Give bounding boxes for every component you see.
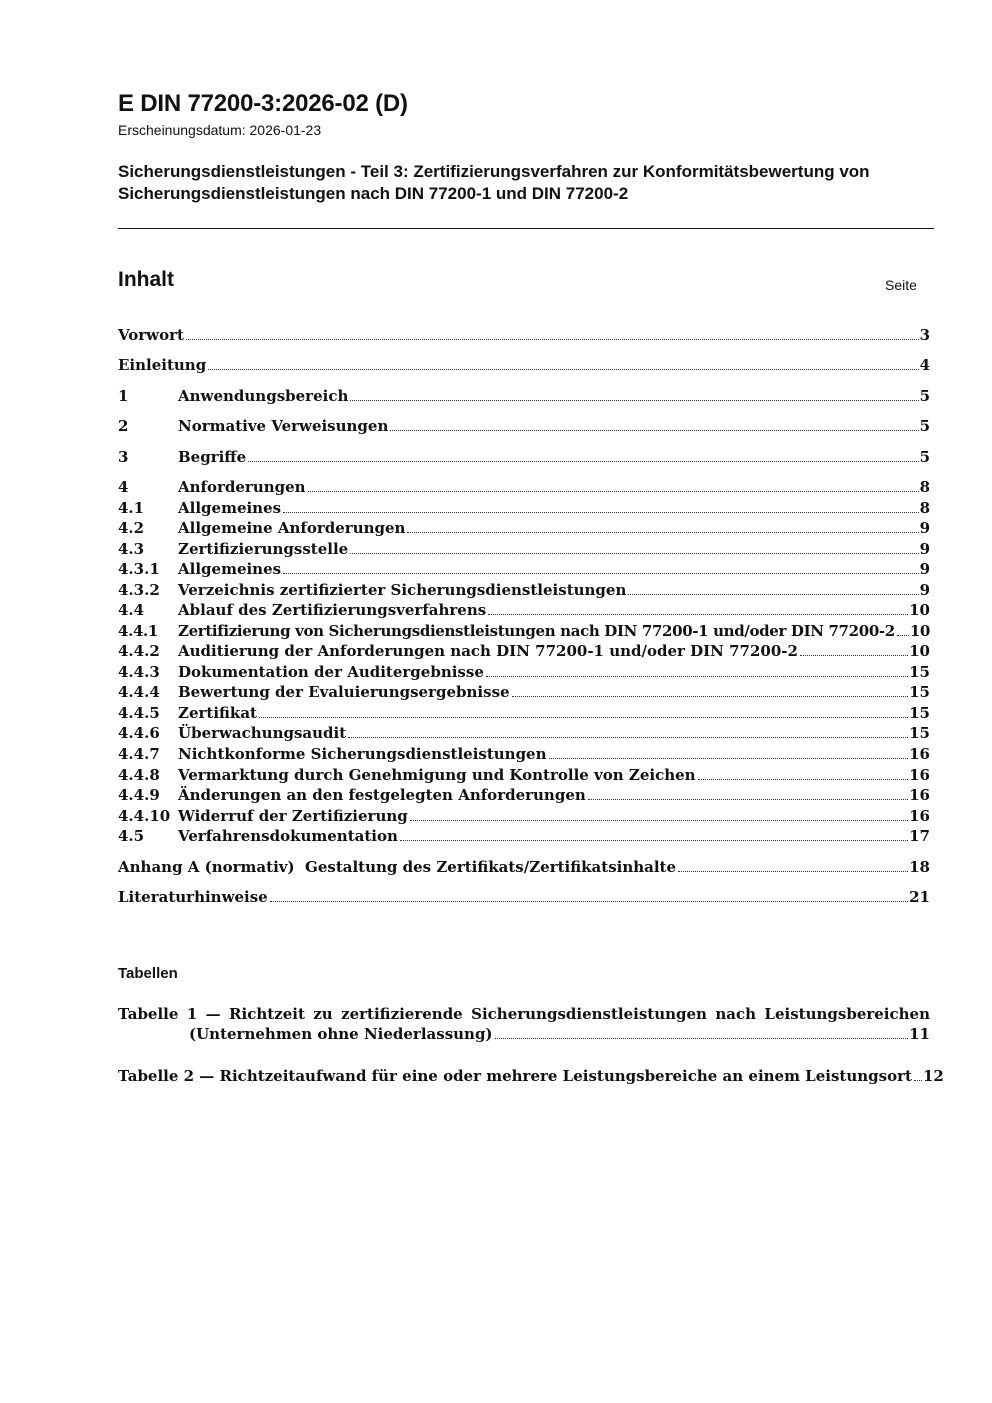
table-entry-1[interactable] [118, 1004, 930, 1044]
toc-entry-page: 9 [919, 540, 930, 558]
toc-entry-page: 5 [919, 387, 930, 405]
toc-leader [549, 758, 909, 759]
toc-entry-title: Ablauf des Zertifizierungsverfahrens [178, 601, 487, 619]
toc-entry-2[interactable] [118, 417, 930, 435]
toc-entry-number: 4.2 [118, 519, 145, 537]
toc-entry-number: 4.4.4 [118, 683, 160, 701]
toc-leader [348, 737, 908, 738]
toc-entry-title: Widerruf der Zertifizierung [178, 807, 408, 825]
toc-entry-4-4-6[interactable] [118, 724, 930, 742]
toc-leader [270, 901, 908, 902]
toc-leader [897, 635, 909, 636]
toc-entry-number: 3 [118, 448, 129, 466]
toc-leader [914, 1080, 922, 1081]
toc-entry-page: 10 [909, 601, 930, 619]
toc-leader [259, 717, 908, 718]
toc-entry-title: Verfahrensdokumentation [178, 827, 398, 845]
toc-entry-einleitung[interactable] [118, 356, 930, 374]
toc-leader [698, 779, 909, 780]
toc-leader [283, 573, 918, 574]
table-entry-2[interactable] [118, 1066, 944, 1086]
toc-entry-4-4-4[interactable] [118, 683, 930, 701]
toc-entry-title: Auditierung der Anforderungen nach DIN 77200-1 und/oder DIN 77200-2 [178, 642, 798, 660]
table-entry-title: Tabelle 2 — Richtzeitaufwand für eine oder mehrere Leistungsbereiche an einem Leistungsort [118, 1067, 912, 1085]
tables-heading: Tabellen [118, 965, 178, 982]
toc-entry-page: 10 [909, 622, 930, 640]
toc-entry-number: 4.3 [118, 540, 145, 558]
toc-entry-number: 4.5 [118, 827, 145, 845]
toc-leader [350, 400, 918, 401]
toc-entry-title: Zertifizierungsstelle [178, 540, 349, 558]
toc-entry-title: Änderungen an den festgelegten Anforderungen [178, 786, 586, 804]
toc-entry-page: 16 [909, 807, 930, 825]
toc-entry-page: 10 [909, 642, 930, 660]
toc-entry-page: 4 [919, 356, 930, 374]
toc-entry-page: 15 [909, 663, 930, 681]
toc-entry-page: 17 [909, 827, 930, 845]
toc-entry-anhang-a[interactable] [118, 858, 930, 876]
toc-entry-4-2[interactable] [118, 519, 930, 537]
toc-entry-4-4-2[interactable] [118, 642, 930, 660]
toc-entry-page: 9 [919, 581, 930, 599]
toc-entry-title: Allgemeines [178, 499, 282, 517]
toc-entry-title: Anhang A (normativ) Gestaltung des Zertifikats/Zertifikatsinhalte [118, 858, 677, 876]
toc-entry-page: 15 [909, 683, 930, 701]
toc-entry-page: 15 [909, 704, 930, 722]
toc-entry-4-4-10[interactable] [118, 807, 930, 825]
toc-leader [512, 696, 909, 697]
toc-leader [283, 512, 918, 513]
toc-leader [390, 430, 918, 431]
toc-entry-title: Normative Verweisungen [178, 417, 389, 435]
toc-entry-title: Vorwort [118, 326, 184, 344]
toc-leader [407, 532, 918, 533]
toc-entry-4-4-5[interactable] [118, 704, 930, 722]
toc-leader [588, 799, 908, 800]
toc-entry-number: 4.4.10 [118, 807, 171, 825]
toc-entry-title: Allgemeines [178, 560, 282, 578]
toc-leader [486, 676, 908, 677]
toc-entry-page: 16 [909, 786, 930, 804]
toc-leader [628, 594, 918, 595]
toc-entry-page: 9 [919, 560, 930, 578]
page-column-label: Seite [885, 277, 917, 293]
toc-leader [678, 871, 908, 872]
toc-entry-number: 4.4.8 [118, 766, 160, 784]
toc-entry-4-4[interactable] [118, 601, 930, 619]
toc-entry-4-1[interactable] [118, 499, 930, 517]
toc-entry-title: Zertifikat [178, 704, 257, 722]
toc-entry-page: 9 [919, 519, 930, 537]
toc-leader [186, 339, 919, 340]
toc-entry-number: 4.4.3 [118, 663, 160, 681]
toc-leader [410, 820, 908, 821]
table-entry-title-cont: (Unternehmen ohne Niederlassung) [189, 1025, 493, 1043]
toc-entry-title: Begriffe [178, 448, 247, 466]
toc-entry-3[interactable] [118, 448, 930, 466]
toc-entry-number: 4.4.6 [118, 724, 160, 742]
toc-entry-page: 16 [909, 766, 930, 784]
toc-entry-title: Nichtkonforme Sicherungsdienstleistungen [178, 745, 547, 763]
toc-entry-number: 4.3.1 [118, 560, 160, 578]
toc-entry-number: 4.3.2 [118, 581, 160, 599]
toc-entry-page: 15 [909, 724, 930, 742]
toc-entry-title: Überwachungsaudit [178, 724, 347, 742]
toc-entry-page: 5 [919, 417, 930, 435]
toc-entry-page: 18 [909, 858, 930, 876]
toc-entry-title: Einleitung [118, 356, 207, 374]
toc-entry-number: 4.4.9 [118, 786, 160, 804]
toc-leader [208, 369, 918, 370]
toc-entry-number: 4.4.2 [118, 642, 160, 660]
toc-leader [308, 491, 919, 492]
toc-entry-title: Bewertung der Evaluierungsergebnisse [178, 683, 510, 701]
toc-entry-number: 4.1 [118, 499, 145, 517]
toc-entry-page: 5 [919, 448, 930, 466]
toc-heading: Inhalt [118, 268, 174, 291]
table-entry-title: Tabelle 1 — Richtzeit zu zertifizierende Sicherungsdienstleistungen nach Leistungsbereichen [118, 1005, 930, 1023]
document-title: Sicherungsdienstleistungen - Teil 3: Zertifizierungsverfahren zur Konformitätsbewertung von Sicherungsdienstleistungen nach DIN 77200-1 und DIN 77200-2 [118, 162, 870, 203]
toc-entry-title: Allgemeine Anforderungen [178, 519, 406, 537]
toc-entry-number: 4 [118, 478, 129, 496]
toc-entry-title: Anforderungen [178, 478, 306, 496]
toc-entry-title: Verzeichnis zertifizierter Sicherungsdienstleistungen [178, 581, 627, 599]
publication-date: Erscheinungsdatum: 2026-01-23 [118, 122, 322, 138]
toc-leader [248, 461, 918, 462]
toc-entry-vorwort[interactable] [118, 326, 930, 344]
toc-entry-4-3-1[interactable] [118, 560, 930, 578]
toc-entry-page: 3 [919, 326, 930, 344]
toc-entry-page: 16 [909, 745, 930, 763]
toc-entry-4[interactable] [118, 478, 930, 496]
toc-entry-4-3-2[interactable] [118, 581, 930, 599]
toc-leader [350, 553, 918, 554]
toc-leader [400, 840, 908, 841]
toc-entry-title: Literaturhinweise [118, 888, 268, 906]
toc-entry-title: Dokumentation der Auditergebnisse [178, 663, 484, 681]
toc-leader [488, 614, 908, 615]
table-entry-page: 11 [909, 1025, 930, 1043]
toc-entry-4-3[interactable] [118, 540, 930, 558]
table-entry-page: 12 [922, 1067, 944, 1085]
toc-entry-number: 4.4.1 [118, 622, 159, 640]
toc-entry-number: 4.4.5 [118, 704, 160, 722]
toc-entry-4-4-1[interactable] [118, 622, 930, 640]
title-divider [118, 228, 934, 229]
toc-leader [800, 655, 908, 656]
toc-entry-1[interactable] [118, 387, 930, 405]
toc-entry-4-4-8[interactable] [118, 766, 930, 784]
toc-entry-4-4-3[interactable] [118, 663, 930, 681]
toc-entry-4-4-9[interactable] [118, 786, 930, 804]
toc-entry-number: 4.4.7 [118, 745, 160, 763]
toc-entry-page: 8 [919, 499, 930, 517]
toc-entry-4-4-7[interactable] [118, 745, 930, 763]
toc-entry-4-5[interactable] [118, 827, 930, 845]
toc-entry-number: 2 [118, 417, 129, 435]
toc-entry-title: Vermarktung durch Genehmigung und Kontrolle von Zeichen [178, 766, 696, 784]
toc-entry-title: Zertifizierung von Sicherungsdienstleistungen nach DIN 77200-1 und/oder DIN 77200-2 [178, 622, 895, 640]
toc-leader [495, 1038, 909, 1039]
toc-entry-page: 8 [919, 478, 930, 496]
toc-entry-title: Anwendungsbereich [178, 387, 349, 405]
toc-entry-page: 21 [909, 888, 930, 906]
toc-entry-number: 1 [118, 387, 129, 405]
toc-entry-number: 4.4 [118, 601, 145, 619]
toc-entry-literaturhinweise[interactable] [118, 888, 930, 906]
document-id: E DIN 77200-3:2026-02 (D) [118, 90, 408, 117]
